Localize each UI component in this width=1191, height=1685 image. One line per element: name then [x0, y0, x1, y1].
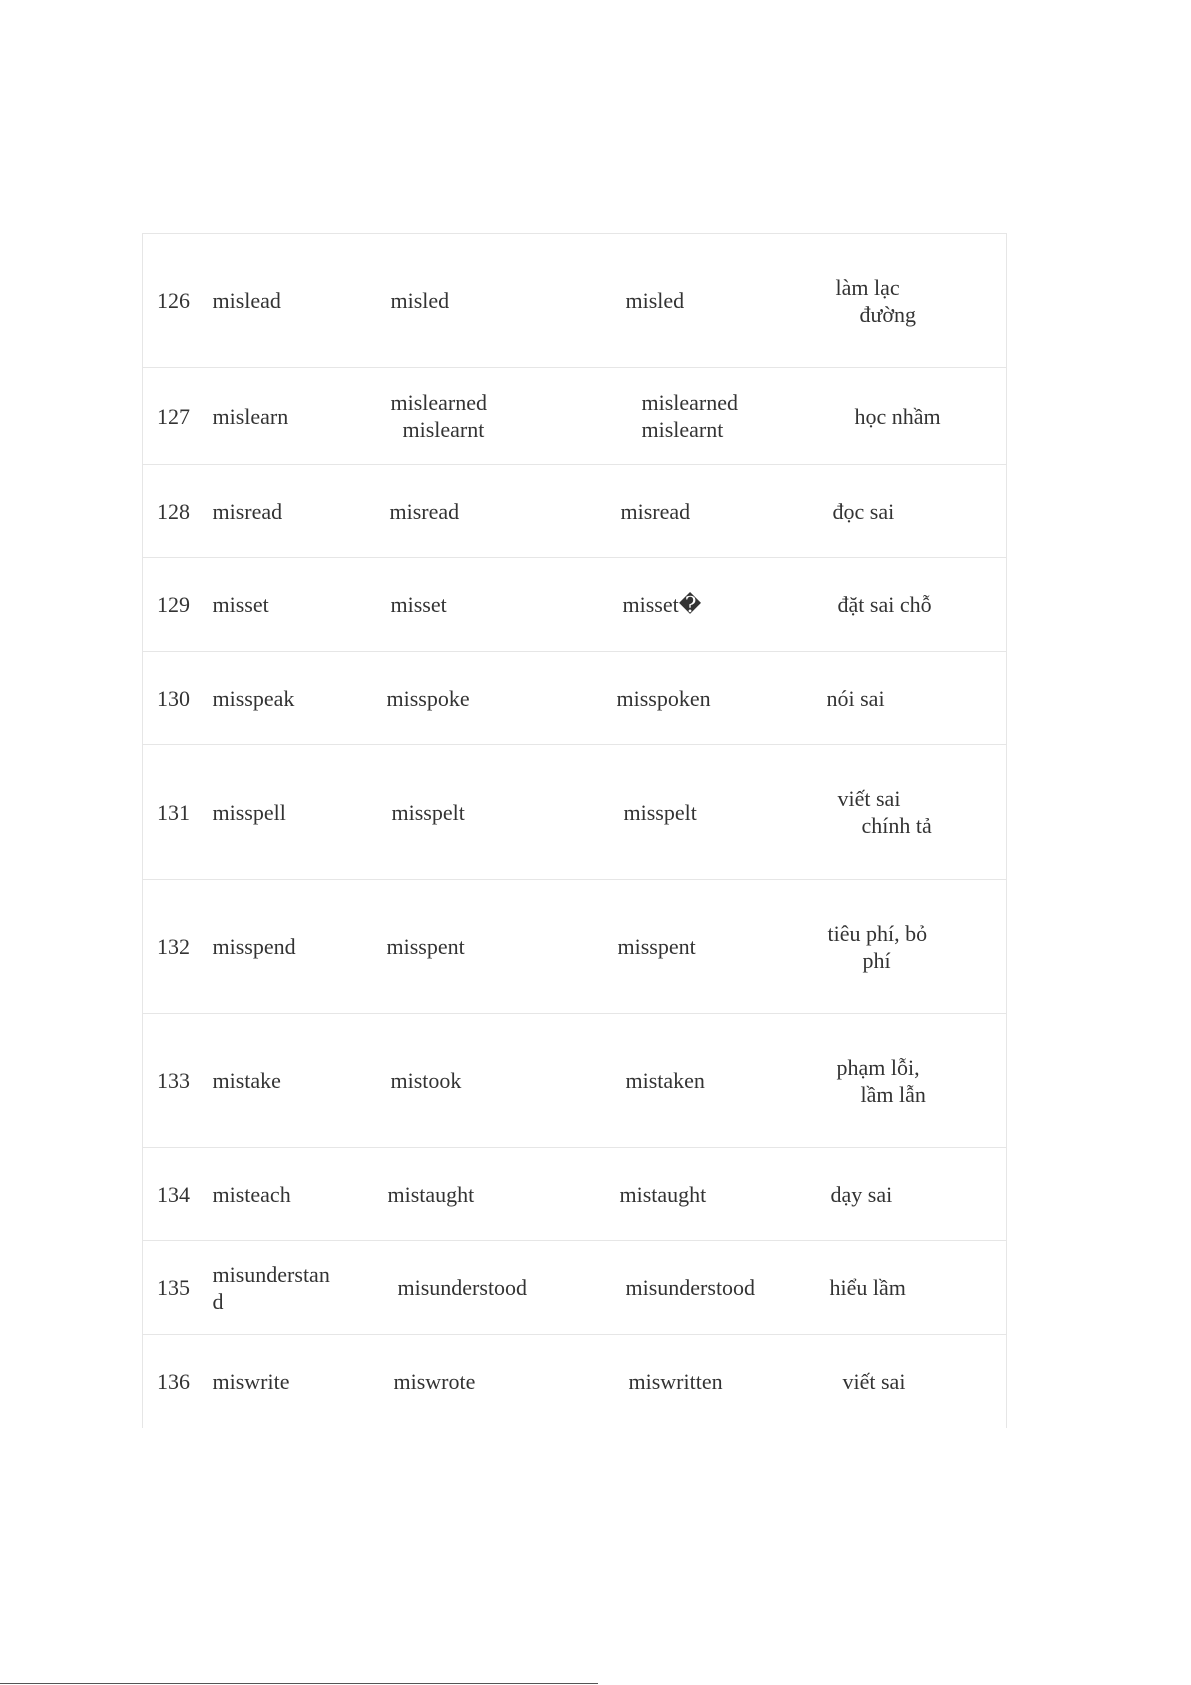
- past-simple: misspent: [373, 880, 598, 1014]
- meaning: hiểu lầm: [822, 1241, 1007, 1335]
- past-simple: mislearned mislearnt: [373, 368, 598, 465]
- table-row: [143, 1148, 1007, 1241]
- row-number: 132: [143, 880, 207, 1014]
- table-row: [143, 368, 1007, 465]
- table-row: [143, 234, 1007, 368]
- irregular-verb-table: [142, 233, 1007, 1428]
- past-simple: mistook: [373, 1014, 598, 1148]
- past-participle: misspoken: [598, 652, 822, 745]
- base-form: misspend: [207, 880, 373, 1014]
- past-simple: misspoke: [373, 652, 598, 745]
- past-participle: misled: [598, 234, 822, 368]
- base-form: misunderstan d: [207, 1241, 373, 1335]
- past-simple: misunderstood: [373, 1241, 598, 1335]
- past-simple: misspelt: [373, 745, 598, 880]
- past-participle: miswritten: [628, 1368, 723, 1394]
- meaning: đọc sai: [822, 465, 1007, 558]
- table-row: [143, 558, 1007, 652]
- base-form: misspeak: [207, 652, 373, 745]
- row-number: 127: [143, 368, 207, 465]
- base-form: misset: [207, 558, 373, 652]
- past-simple: mistaught: [373, 1148, 598, 1241]
- table-row: [143, 1241, 1007, 1335]
- past-simple: misset: [373, 558, 598, 652]
- past-participle: misspent: [598, 880, 822, 1014]
- row-number: 135: [143, 1241, 207, 1335]
- past-participle: mistaken: [598, 1014, 822, 1148]
- table-row: [143, 465, 1007, 558]
- table-row: [143, 745, 1007, 880]
- past-simple: misread: [373, 465, 598, 558]
- meaning: học nhầm: [822, 368, 1007, 465]
- table-row: [143, 1335, 1007, 1428]
- meaning: tiêu phí, bỏ phí: [822, 880, 1007, 1014]
- meaning: làm lạc đường: [822, 234, 1007, 368]
- past-participle: misset�: [598, 558, 822, 652]
- base-form: mistake: [207, 1014, 373, 1148]
- past-participle: misunderstood: [598, 1241, 822, 1335]
- base-form: miswrite: [212, 1368, 290, 1394]
- base-form: misread: [207, 465, 373, 558]
- row-number: 128: [143, 465, 207, 558]
- base-form: misteach: [207, 1148, 373, 1241]
- meaning: dạy sai: [822, 1148, 1007, 1241]
- table-row: [143, 880, 1007, 1014]
- past-participle: misspelt: [598, 745, 822, 880]
- meaning: nói sai: [822, 652, 1007, 745]
- row-number: 131: [143, 745, 207, 880]
- row-number: 136: [157, 1368, 190, 1394]
- past-participle: mistaught: [598, 1148, 822, 1241]
- past-simple: miswrote: [393, 1368, 476, 1394]
- base-form: mislearn: [207, 368, 373, 465]
- base-form: mislead: [207, 234, 373, 368]
- row-number: 129: [143, 558, 207, 652]
- meaning: viết sai: [842, 1368, 906, 1394]
- row-number: 126: [143, 234, 207, 368]
- meaning: phạm lỗi, lầm lẫn: [822, 1014, 1007, 1148]
- row-number: 134: [143, 1148, 207, 1241]
- meaning: viết sai chính tả: [822, 745, 1007, 880]
- past-simple: misled: [373, 234, 598, 368]
- table-row: [143, 1014, 1007, 1148]
- meaning: đặt sai chỗ: [822, 558, 1007, 652]
- base-form: misspell: [207, 745, 373, 880]
- footer-rule: [0, 1683, 598, 1684]
- table-row: [143, 652, 1007, 745]
- row-number: 130: [143, 652, 207, 745]
- row-number: 133: [143, 1014, 207, 1148]
- past-participle: misread: [598, 465, 822, 558]
- past-participle: mislearned mislearnt: [598, 368, 822, 465]
- verb-table-body: [143, 234, 1007, 1428]
